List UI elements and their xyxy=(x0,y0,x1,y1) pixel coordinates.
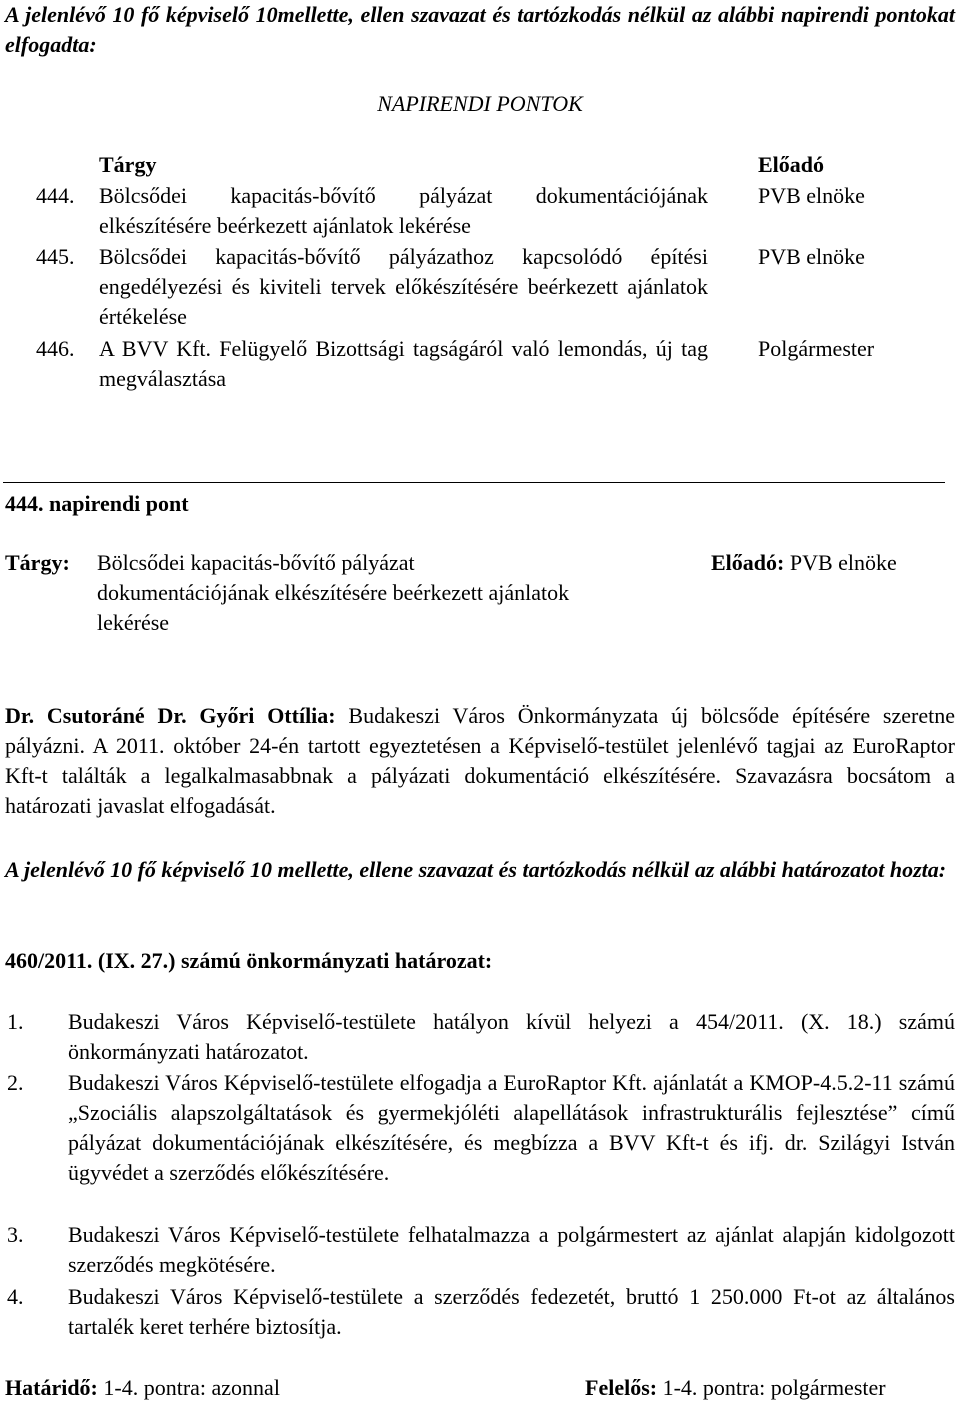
agenda-item-number: 444. xyxy=(36,183,75,208)
agenda-col-presenter: Előadó xyxy=(758,152,825,177)
agenda-item-subject: Bölcsődei kapacitás-bővítő pályázathoz kapcsolódó építési engedélyezési és kiviteli tervek előkészítésére beérkezett ajánlatok értékelése xyxy=(99,244,708,329)
speaker-name: Dr. Csutoráné Dr. Győri Ottília: xyxy=(5,703,336,728)
agenda-item-presenter: PVB elnöke xyxy=(758,183,865,208)
resolution-title: 460/2011. (IX. 27.) számú önkormányzati határozat: xyxy=(5,948,493,973)
resolution-item-text: Budakeszi Város Képviselő-testülete elfogadja a EuroRaptor Kft. ajánlatát a KMOP-4.5.2-11 számú „Szociális alapszolgáltatások és gyermekjóléti alapellátások infrastrukturális fejlesztése” című pályázat dokumentációjának elkészítésére, és megbízza a BVV Kft-t és ifj. dr. Szilágyi István ügyvédet a szerződés előkészítésére. xyxy=(68,1070,955,1185)
resolution-item-text: Budakeszi Város Képviselő-testülete felhatalmazza a polgármestert az ajánlat alapján kidolgozott szerződés megkötésére. xyxy=(68,1222,955,1277)
agenda-item xyxy=(36,334,708,394)
resolution-item xyxy=(7,1068,955,1188)
separator-line xyxy=(3,482,945,483)
deadline-label: Határidő: xyxy=(5,1375,98,1400)
agenda-item-presenter: Polgármester xyxy=(758,336,875,361)
agenda-item xyxy=(36,181,708,241)
responsible-value: 1-4. pontra: polgármester xyxy=(662,1375,886,1400)
resolution-item xyxy=(7,1220,955,1280)
agenda-col-subject: Tárgy xyxy=(99,152,157,177)
point-title: 444. napirendi pont xyxy=(5,491,189,516)
resolution-item-text: Budakeszi Város Képviselő-testülete a szerződés fedezetét, bruttó 1 250.000 Ft-ot az általános tartalék keret terhére biztosítja. xyxy=(68,1284,955,1339)
deadline xyxy=(5,1373,280,1403)
point-subject-text: Bölcsődei kapacitás-bővítő pályázat dokumentációjának elkészítésére beérkezett ajánlatok lekérése xyxy=(97,550,570,635)
point-presenter xyxy=(711,548,897,578)
speech-text: Budakeszi Város Önkormányzata új bölcsőde építésére szeretne pályázni. A 2011. október 24-én tartott egyeztetésen a Képviselő-testület jelenlévő tagjai az EuroRaptor Kft-t találták a legalkalmasabbnak a pályázati dokumentáció elkészítésére. Szavazásra bocsátom a határozati javaslat elfogadását. xyxy=(5,703,955,818)
point-presenter-label: Előadó: xyxy=(711,550,785,575)
responsible xyxy=(585,1373,886,1403)
agenda-item-subject: A BVV Kft. Felügyelő Bizottsági tagságáról való lemondás, új tag megválasztása xyxy=(99,336,708,391)
point-presenter-value: PVB elnöke xyxy=(789,550,897,575)
resolution-item xyxy=(7,1282,955,1342)
point-subject-label: Tárgy: xyxy=(5,550,70,575)
deadline-value: 1-4. pontra: azonnal xyxy=(103,1375,280,1400)
agenda-heading: NAPIRENDI PONTOK xyxy=(377,91,583,116)
resolution-item-number: 2. xyxy=(7,1070,24,1095)
agenda-item-number: 445. xyxy=(36,244,75,269)
agenda-item-subject: Bölcsődei kapacitás-bővítő pályázat dokumentációjának elkészítésére beérkezett ajánlatok lekérése xyxy=(99,183,708,238)
agenda-item xyxy=(36,242,708,332)
resolution-item xyxy=(7,1007,955,1067)
speech-paragraph xyxy=(5,701,955,821)
agenda-item-number: 446. xyxy=(36,336,75,361)
vote-statement: A jelenlévő 10 fő képviselő 10 mellette, ellene szavazat és tartózkodás nélkül az alábbi határozatot hozta: xyxy=(5,857,947,882)
resolution-item-number: 1. xyxy=(7,1009,24,1034)
intro-text: A jelenlévő 10 fő képviselő 10mellette, ellen szavazat és tartózkodás nélkül az alábbi napirendi pontokat elfogadta: xyxy=(5,2,955,57)
agenda-item-presenter: PVB elnöke xyxy=(758,244,865,269)
responsible-label: Felelős: xyxy=(585,1375,658,1400)
resolution-item-number: 3. xyxy=(7,1222,24,1247)
resolution-item-text: Budakeszi Város Képviselő-testülete hatályon kívül helyezi a 454/2011. (X. 18.) számú önkormányzati határozatot. xyxy=(68,1009,955,1064)
resolution-item-number: 4. xyxy=(7,1284,24,1309)
